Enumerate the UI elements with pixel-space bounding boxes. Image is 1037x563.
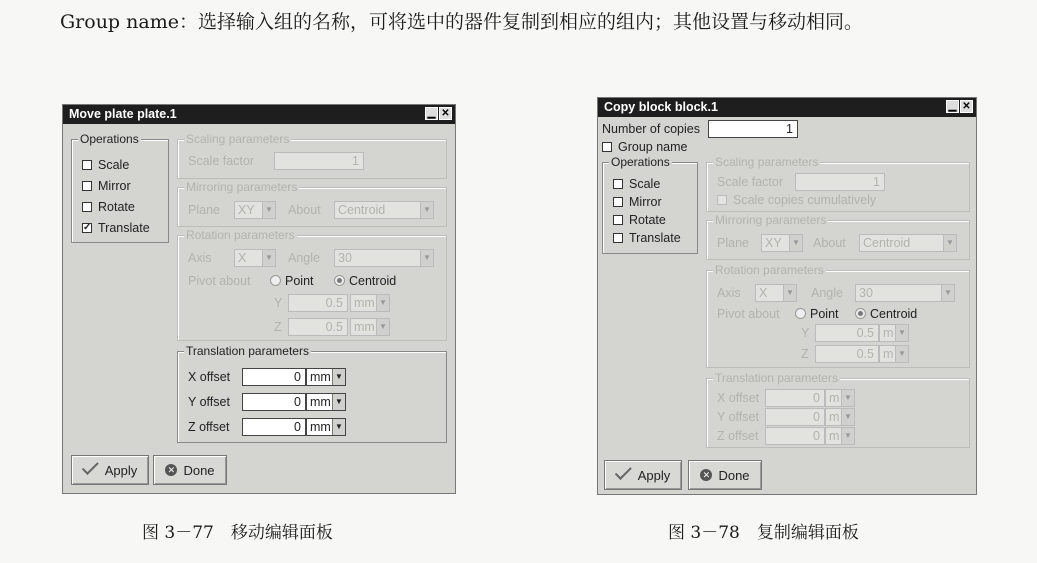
- pivot-point-radio[interactable]: Point: [270, 274, 314, 288]
- rotation-y-unit[interactable]: mm ▼: [350, 294, 390, 312]
- rotation-z-field[interactable]: 0.5: [288, 318, 348, 336]
- mirroring-group: Mirroring parameters Plane XY ▼ About Centroid ▼: [177, 187, 447, 227]
- close-circle-icon: ✕: [165, 464, 177, 476]
- y-offset-field[interactable]: 0: [765, 408, 825, 426]
- rotate-checkbox[interactable]: Rotate: [613, 213, 666, 227]
- axis-select[interactable]: X ▼: [234, 249, 276, 267]
- scaling-group: Scaling parameters Scale factor 1 Scale copies cumulatively: [706, 162, 970, 212]
- rotation-group: Rotation parameters Axis X ▼ Angle 30 ▼ Pivot about Point Centroid Y 0.5 m ▼ Z 0.5 m ▼: [706, 270, 970, 368]
- panel-title: Move plate plate.1: [69, 107, 177, 121]
- mirror-checkbox[interactable]: Mirror: [613, 195, 662, 209]
- scale-checkbox[interactable]: Scale: [82, 158, 129, 172]
- close-icon[interactable]: ✕: [960, 100, 973, 113]
- close-circle-icon: ✕: [700, 469, 712, 481]
- pivot-centroid-radio[interactable]: Centroid: [334, 274, 396, 288]
- close-icon[interactable]: ✕: [439, 107, 452, 120]
- title-bar: [63, 105, 455, 124]
- y-offset-field[interactable]: 0: [242, 393, 306, 411]
- axis-select[interactable]: X ▼: [755, 284, 797, 302]
- x-offset-field[interactable]: 0: [242, 368, 306, 386]
- z-offset-field[interactable]: 0: [242, 418, 306, 436]
- about-select[interactable]: Centroid ▼: [859, 234, 957, 252]
- rotation-z-unit[interactable]: m ▼: [879, 345, 909, 363]
- z-offset-unit[interactable]: m ▼: [825, 427, 855, 445]
- scale-factor-field[interactable]: 1: [274, 152, 364, 170]
- figure-caption-1: 图 3－77 移动编辑面板: [142, 523, 333, 543]
- mirroring-group: Mirroring parameters Plane XY ▼ About Centroid ▼: [706, 220, 970, 260]
- z-offset-unit[interactable]: mm ▼: [306, 418, 346, 436]
- group-name-checkbox[interactable]: Group name: [602, 140, 687, 154]
- x-offset-field[interactable]: 0: [765, 389, 825, 407]
- body-paragraph: Group name：选择输入组的名称，可将选中的器件复制到相应的组内；其他设置与移动相同。: [60, 11, 863, 33]
- panel-title: Copy block block.1: [604, 100, 718, 114]
- scale-factor-field[interactable]: 1: [795, 173, 885, 191]
- figure-caption-2: 图 3－78 复制编辑面板: [668, 523, 859, 543]
- about-select[interactable]: Centroid ▼: [334, 201, 434, 219]
- x-offset-unit[interactable]: m ▼: [825, 389, 855, 407]
- rotation-y-field[interactable]: 0.5: [815, 324, 879, 342]
- translation-group: Translation parameters X offset 0 m ▼ Y offset 0 m ▼ Z offset 0 m ▼: [706, 378, 970, 448]
- rotation-z-field[interactable]: 0.5: [815, 345, 879, 363]
- done-button[interactable]: ✕ Done: [688, 460, 762, 490]
- check-icon: [615, 463, 632, 480]
- mirror-checkbox[interactable]: Mirror: [82, 179, 131, 193]
- y-offset-unit[interactable]: m ▼: [825, 408, 855, 426]
- pivot-point-radio[interactable]: Point: [795, 307, 839, 321]
- operations-group: Operations Scale Mirror Rotate ✓ Translate: [71, 139, 169, 243]
- minimize-icon[interactable]: ▁: [425, 107, 438, 120]
- move-plate-panel: [62, 104, 456, 494]
- check-icon: [82, 458, 99, 475]
- plane-select[interactable]: XY ▼: [234, 201, 276, 219]
- pivot-centroid-radio[interactable]: Centroid: [855, 307, 917, 321]
- angle-select[interactable]: 30 ▼: [334, 249, 434, 267]
- y-offset-unit[interactable]: mm ▼: [306, 393, 346, 411]
- rotation-group: Rotation parameters Axis X ▼ Angle 30 ▼ Pivot about Point Centroid Y 0.5 mm ▼ Z 0.5 mm ▼: [177, 235, 447, 341]
- scaling-group: Scaling parameters Scale factor 1: [177, 139, 447, 179]
- scale-cumulative-checkbox[interactable]: Scale copies cumulatively: [717, 193, 876, 207]
- rotation-z-unit[interactable]: mm ▼: [350, 318, 390, 336]
- translate-checkbox[interactable]: ✓ Translate: [83, 221, 150, 235]
- operations-group: Operations Scale Mirror Rotate Translate: [602, 162, 698, 254]
- scale-checkbox[interactable]: Scale: [613, 177, 660, 191]
- number-of-copies-field[interactable]: 1: [708, 120, 798, 138]
- z-offset-field[interactable]: 0: [765, 427, 825, 445]
- x-offset-unit[interactable]: mm ▼: [306, 368, 346, 386]
- translation-group: Translation parameters X offset 0 mm ▼ Y offset 0 mm ▼ Z offset 0 mm ▼: [177, 351, 447, 443]
- minimize-icon[interactable]: ▁: [946, 100, 959, 113]
- angle-select[interactable]: 30 ▼: [855, 284, 955, 302]
- copy-block-panel: Copy block block.1 ▁ ✕ Number of copies 1 Group name Operations Scale Mirror Rotate Translate Scaling parameters Scale factor 1 Scale copies cumulatively Mirroring parameters Plane XY ▼ About Centroid ▼ Rotation parameters Axis X ▼ Angle 30 ▼ Pivot about Point Centroid Y 0.5 m ▼ Z 0.5 m ▼ Translation parameters X offset 0 m ▼ Y offset 0 m ▼ Z offset 0 m ▼ Apply ✕ Done: [597, 97, 977, 495]
- rotation-y-unit[interactable]: m ▼: [879, 324, 909, 342]
- check-icon: ✓: [83, 222, 92, 233]
- apply-button[interactable]: Apply: [604, 460, 682, 490]
- translate-checkbox[interactable]: Translate: [613, 231, 681, 245]
- apply-button[interactable]: Apply: [71, 455, 149, 485]
- done-button[interactable]: ✕ Done: [153, 455, 227, 485]
- title-bar: [598, 98, 976, 117]
- rotation-y-field[interactable]: 0.5: [288, 294, 348, 312]
- plane-select[interactable]: XY ▼: [761, 234, 803, 252]
- rotate-checkbox[interactable]: Rotate: [82, 200, 135, 214]
